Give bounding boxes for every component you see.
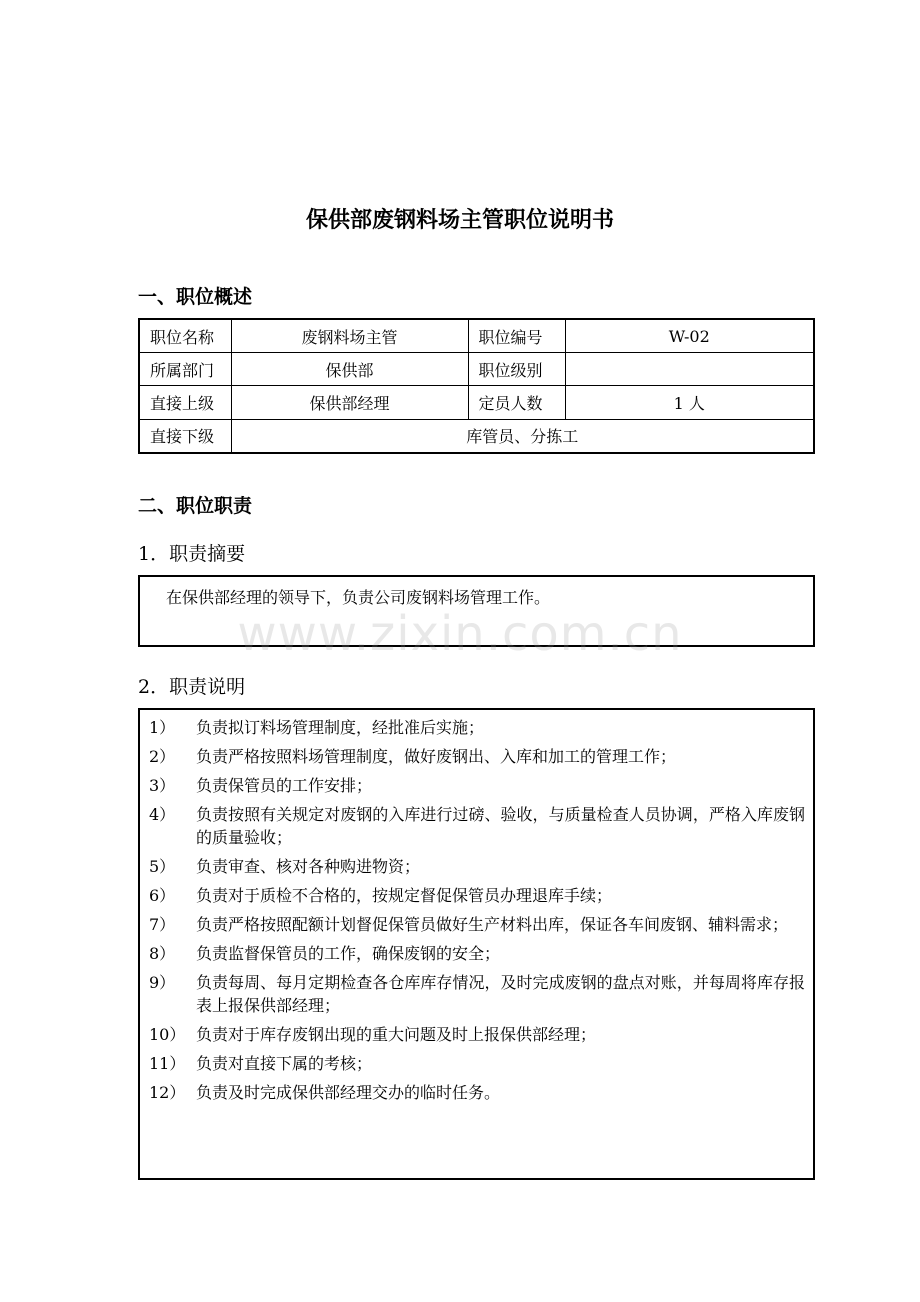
table-row — [139, 386, 814, 419]
list-item — [149, 942, 813, 965]
summary-text: 在保供部经理的领导下，负责公司废钢料场管理工作。 — [166, 588, 551, 607]
duties-box — [138, 708, 815, 1180]
section-heading-duties: 二、职位职责 — [138, 495, 253, 517]
list-item — [149, 716, 813, 739]
watermark: www.zixin.com.cn — [237, 606, 683, 662]
duty-text: 负责按照有关规定对废钢的入库进行过磅、验收，与质量检查人员协调，严格入库废钢的质量验收； — [196, 805, 805, 847]
duty-text: 负责严格按照料场管理制度，做好废钢出、入库和加工的管理工作； — [196, 747, 677, 766]
label-position-name: 职位名称 — [139, 319, 231, 353]
list-item — [149, 803, 813, 849]
value-position-code: W-02 — [565, 319, 814, 353]
value-department: 保供部 — [231, 353, 468, 386]
list-item — [149, 855, 813, 878]
duty-text: 负责对于库存废钢出现的重大问题及时上报保供部经理； — [196, 1025, 597, 1044]
duty-number: 3） — [149, 776, 176, 795]
duty-text: 负责对直接下属的考核； — [196, 1054, 373, 1073]
table-row — [139, 353, 814, 386]
duty-number: 5） — [149, 857, 176, 876]
duty-text: 负责严格按照配额计划督促保管员做好生产材料出库，保证各车间废钢、辅料需求； — [196, 915, 789, 934]
duty-text: 负责每周、每月定期检查各仓库库存情况，及时完成废钢的盘点对账，并每周将库存报表上报保供部经理； — [196, 973, 805, 1015]
list-item — [149, 913, 813, 936]
duty-text: 负责监督保管员的工作，确保废钢的安全； — [196, 944, 501, 963]
value-position-name: 废钢料场主管 — [231, 319, 468, 353]
table-row — [139, 319, 814, 353]
table-row — [139, 419, 814, 453]
details-heading: 2．职责说明 — [138, 676, 246, 698]
list-item — [149, 1081, 813, 1104]
list-item — [149, 971, 813, 1017]
duty-text: 负责及时完成保供部经理交办的临时任务。 — [196, 1083, 501, 1102]
label-headcount: 定员人数 — [468, 386, 565, 419]
duty-text: 负责保管员的工作安排； — [196, 776, 373, 795]
label-direct-subordinates: 直接下级 — [139, 419, 231, 453]
duty-number: 9） — [149, 973, 176, 992]
duty-number: 10） — [149, 1025, 186, 1044]
duty-text: 负责审查、核对各种购进物资； — [196, 857, 421, 876]
label-position-code: 职位编号 — [468, 319, 565, 353]
value-headcount: 1 人 — [565, 386, 814, 419]
duty-number: 8） — [149, 944, 176, 963]
list-item — [149, 1052, 813, 1075]
duty-number: 12） — [149, 1083, 186, 1102]
section-heading-overview: 一、职位概述 — [138, 286, 253, 308]
label-position-level: 职位级别 — [468, 353, 565, 386]
value-direct-subordinates: 库管员、分拣工 — [231, 419, 814, 453]
position-info-table — [138, 318, 815, 454]
value-position-level — [565, 353, 814, 386]
duty-text: 负责拟订料场管理制度，经批准后实施； — [196, 718, 485, 737]
summary-heading: 1．职责摘要 — [138, 543, 246, 565]
label-direct-superior: 直接上级 — [139, 386, 231, 419]
list-item — [149, 1023, 813, 1046]
duty-number: 4） — [149, 805, 176, 824]
duty-number: 7） — [149, 915, 176, 934]
summary-box — [138, 575, 815, 647]
duty-number: 1） — [149, 718, 176, 737]
duty-text: 负责对于质检不合格的，按规定督促保管员办理退库手续； — [196, 886, 613, 905]
value-direct-superior: 保供部经理 — [231, 386, 468, 419]
list-item — [149, 884, 813, 907]
duty-number: 11） — [149, 1054, 186, 1073]
duties-list — [149, 716, 813, 1110]
duty-number: 2） — [149, 747, 176, 766]
list-item — [149, 774, 813, 797]
document-title: 保供部废钢料场主管职位说明书 — [305, 208, 614, 233]
list-item — [149, 745, 813, 768]
label-department: 所属部门 — [139, 353, 231, 386]
duty-number: 6） — [149, 886, 176, 905]
